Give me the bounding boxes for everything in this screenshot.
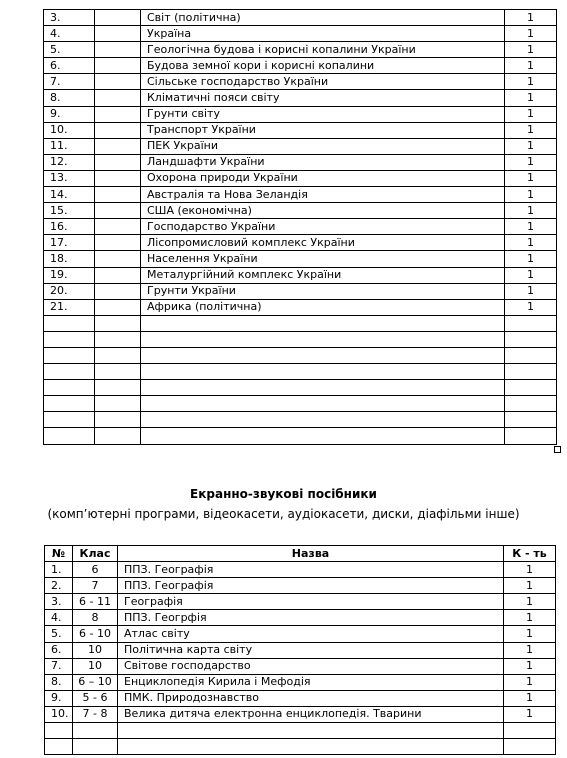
row-quantity: 1 <box>505 267 557 283</box>
table-row <box>44 283 557 299</box>
empty-row <box>45 723 556 739</box>
row-name: Транспорт України <box>141 122 505 138</box>
row-quantity: 1 <box>505 26 557 42</box>
row-quantity <box>505 396 557 412</box>
empty-row <box>44 396 557 412</box>
row-class <box>95 315 141 331</box>
row-class <box>95 428 141 444</box>
table-row <box>44 42 557 58</box>
row-quantity <box>504 739 556 755</box>
row-name: Україна <box>141 26 505 42</box>
row-number: 21. <box>44 299 95 315</box>
table-row <box>45 594 556 610</box>
row-name <box>141 331 505 347</box>
row-number: 10. <box>44 122 95 138</box>
row-number: 4. <box>44 26 95 42</box>
row-class <box>95 283 141 299</box>
table-row <box>45 610 556 626</box>
section-title: Екранно-звукові посібники <box>190 487 377 501</box>
row-class <box>95 90 141 106</box>
row-quantity <box>505 428 557 444</box>
row-name: Населення України <box>141 251 505 267</box>
row-number: 1. <box>45 562 73 578</box>
row-class <box>95 187 141 203</box>
row-number <box>44 331 95 347</box>
row-quantity: 1 <box>505 138 557 154</box>
table-header-row <box>45 546 556 562</box>
row-number <box>44 380 95 396</box>
row-class: 7 - 8 <box>73 706 118 722</box>
row-name: Металургійний комплекс України <box>141 267 505 283</box>
row-class <box>95 364 141 380</box>
table-row <box>45 658 556 674</box>
row-quantity: 1 <box>505 203 557 219</box>
row-number: 15. <box>44 203 95 219</box>
row-number: 3. <box>44 10 95 26</box>
row-quantity: 1 <box>505 122 557 138</box>
row-quantity: 1 <box>504 578 556 594</box>
row-class <box>73 723 118 739</box>
row-quantity: 1 <box>505 90 557 106</box>
row-quantity: 1 <box>505 283 557 299</box>
row-class: 6 <box>73 562 118 578</box>
row-class: 6 - 10 <box>73 626 118 642</box>
row-number: 11. <box>44 138 95 154</box>
row-name: Світ (політична) <box>141 10 505 26</box>
table-row <box>44 267 557 283</box>
row-name: Господарство України <box>141 219 505 235</box>
row-quantity <box>505 315 557 331</box>
row-number: 19. <box>44 267 95 283</box>
row-class: 5 - 6 <box>73 690 118 706</box>
row-class <box>73 739 118 755</box>
row-name <box>141 364 505 380</box>
row-quantity: 1 <box>505 154 557 170</box>
inventory-table-media <box>44 545 556 755</box>
row-quantity: 1 <box>504 658 556 674</box>
row-number <box>44 315 95 331</box>
row-name <box>141 412 505 428</box>
row-quantity <box>505 347 557 363</box>
row-quantity: 1 <box>505 170 557 186</box>
row-number: 5. <box>45 626 73 642</box>
table-row <box>44 251 557 267</box>
row-number <box>44 364 95 380</box>
row-class <box>95 299 141 315</box>
row-name <box>118 723 504 739</box>
row-class: 6 – 10 <box>73 674 118 690</box>
table-row <box>45 706 556 722</box>
row-name <box>141 347 505 363</box>
row-number <box>44 347 95 363</box>
row-name: Грунти України <box>141 283 505 299</box>
table-row <box>44 122 557 138</box>
row-name: Атлас світу <box>118 626 504 642</box>
row-quantity <box>505 380 557 396</box>
row-quantity: 1 <box>504 562 556 578</box>
row-quantity: 1 <box>504 706 556 722</box>
row-number: 9. <box>44 106 95 122</box>
row-name: ПЕК України <box>141 138 505 154</box>
table-row <box>44 58 557 74</box>
table-row <box>44 219 557 235</box>
row-class <box>95 170 141 186</box>
row-name: Географія <box>118 594 504 610</box>
table-row <box>44 74 557 90</box>
table-row <box>44 10 557 26</box>
empty-row <box>44 347 557 363</box>
row-name: Енциклопедія Кирила і Мефодія <box>118 674 504 690</box>
row-class <box>95 42 141 58</box>
row-name <box>141 315 505 331</box>
row-class <box>95 10 141 26</box>
row-name: Кліматичні пояси світу <box>141 90 505 106</box>
table-row <box>45 626 556 642</box>
row-class <box>95 74 141 90</box>
row-class: 8 <box>73 610 118 626</box>
row-quantity: 1 <box>505 10 557 26</box>
empty-row <box>44 364 557 380</box>
row-name: ПМК. Природознавство <box>118 690 504 706</box>
row-number <box>44 412 95 428</box>
row-name <box>141 428 505 444</box>
empty-row <box>44 380 557 396</box>
row-class <box>95 412 141 428</box>
row-number: 14. <box>44 187 95 203</box>
row-class <box>95 267 141 283</box>
row-number: 6. <box>44 58 95 74</box>
row-class <box>95 203 141 219</box>
row-quantity: 1 <box>505 219 557 235</box>
row-class <box>95 396 141 412</box>
row-number: 2. <box>45 578 73 594</box>
row-quantity: 1 <box>504 674 556 690</box>
table-row <box>45 690 556 706</box>
row-name <box>141 396 505 412</box>
header-quantity: К - ть <box>504 546 556 562</box>
row-class: 10 <box>73 642 118 658</box>
table-row <box>44 235 557 251</box>
row-name: Африка (політична) <box>141 299 505 315</box>
row-name: Охорона природи України <box>141 170 505 186</box>
header-name: Назва <box>118 546 504 562</box>
row-name: Австралія та Нова Зеландія <box>141 187 505 203</box>
row-class <box>95 154 141 170</box>
row-name: ППЗ. Географія <box>118 578 504 594</box>
row-number: 12. <box>44 154 95 170</box>
row-class <box>95 106 141 122</box>
row-class <box>95 138 141 154</box>
header-class: Клас <box>73 546 118 562</box>
row-name: Грунти світу <box>141 106 505 122</box>
table-row <box>45 642 556 658</box>
table-row <box>44 26 557 42</box>
row-number: 16. <box>44 219 95 235</box>
empty-row <box>44 428 557 444</box>
row-name: Лісопромисловий комплекс України <box>141 235 505 251</box>
row-number: 6. <box>45 642 73 658</box>
row-quantity: 1 <box>504 690 556 706</box>
row-class: 7 <box>73 578 118 594</box>
table-row <box>44 170 557 186</box>
row-class <box>95 347 141 363</box>
empty-row <box>44 412 557 428</box>
section-subtitle: (комп’ютерні програми, відеокасети, аудіокасети, диски, діафільми інше) <box>47 507 520 521</box>
row-quantity: 1 <box>505 74 557 90</box>
row-quantity: 1 <box>505 235 557 251</box>
row-name: США (економічна) <box>141 203 505 219</box>
row-name: ППЗ. Геогрфія <box>118 610 504 626</box>
row-number <box>44 428 95 444</box>
row-class <box>95 122 141 138</box>
row-name: Сільське господарство України <box>141 74 505 90</box>
row-quantity: 1 <box>504 642 556 658</box>
table-row <box>44 90 557 106</box>
row-number: 7. <box>44 74 95 90</box>
header-number: № <box>45 546 73 562</box>
table-row <box>44 154 557 170</box>
row-quantity: 1 <box>505 299 557 315</box>
row-class <box>95 380 141 396</box>
row-name: Політична карта світу <box>118 642 504 658</box>
row-class: 10 <box>73 658 118 674</box>
row-class <box>95 219 141 235</box>
row-quantity: 1 <box>504 610 556 626</box>
row-quantity <box>505 364 557 380</box>
row-quantity: 1 <box>505 42 557 58</box>
row-quantity <box>505 331 557 347</box>
row-quantity: 1 <box>505 106 557 122</box>
row-quantity: 1 <box>504 626 556 642</box>
row-name <box>118 739 504 755</box>
row-number <box>45 739 73 755</box>
row-quantity <box>504 723 556 739</box>
row-name: Геологічна будова і корисні копалини України <box>141 42 505 58</box>
table-row <box>44 106 557 122</box>
row-name <box>141 380 505 396</box>
row-name: Велика дитяча електронна енциклопедія. Тварини <box>118 706 504 722</box>
empty-row <box>44 331 557 347</box>
row-number: 10. <box>45 706 73 722</box>
row-number: 17. <box>44 235 95 251</box>
table-resize-handle[interactable] <box>554 446 561 453</box>
row-name: Ландшафти України <box>141 154 505 170</box>
table-row <box>44 187 557 203</box>
row-number: 3. <box>45 594 73 610</box>
row-class <box>95 235 141 251</box>
row-number: 18. <box>44 251 95 267</box>
row-number <box>45 723 73 739</box>
row-number: 9. <box>45 690 73 706</box>
row-number: 4. <box>45 610 73 626</box>
row-quantity: 1 <box>505 58 557 74</box>
table-row <box>44 203 557 219</box>
empty-row <box>44 315 557 331</box>
row-name: Світове господарство <box>118 658 504 674</box>
empty-row <box>45 739 556 755</box>
row-name: Будова земної кори і корисні копалини <box>141 58 505 74</box>
row-quantity: 1 <box>505 251 557 267</box>
row-quantity: 1 <box>505 187 557 203</box>
row-class <box>95 251 141 267</box>
row-number <box>44 396 95 412</box>
row-class: 6 - 11 <box>73 594 118 610</box>
inventory-table-maps <box>43 9 557 445</box>
row-number: 8. <box>44 90 95 106</box>
row-number: 13. <box>44 170 95 186</box>
row-quantity <box>505 412 557 428</box>
table-row <box>45 562 556 578</box>
row-number: 8. <box>45 674 73 690</box>
row-number: 7. <box>45 658 73 674</box>
table-row <box>44 299 557 315</box>
row-name: ППЗ. Географія <box>118 562 504 578</box>
row-class <box>95 26 141 42</box>
row-class <box>95 331 141 347</box>
table-row <box>44 138 557 154</box>
table-row <box>45 674 556 690</box>
row-class <box>95 58 141 74</box>
table-row <box>45 578 556 594</box>
row-number: 5. <box>44 42 95 58</box>
row-quantity: 1 <box>504 594 556 610</box>
row-number: 20. <box>44 283 95 299</box>
